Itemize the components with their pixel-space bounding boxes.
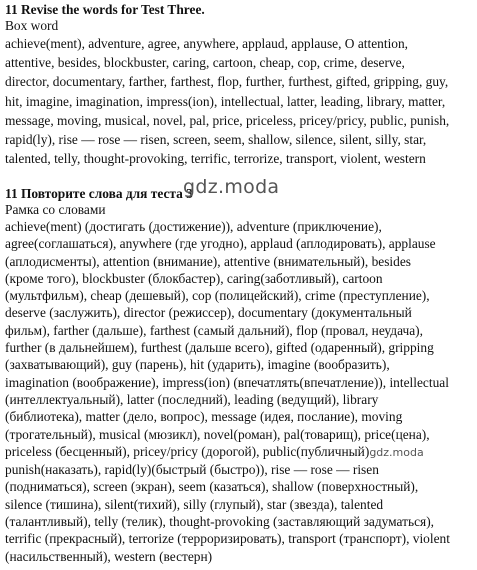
translation-line: фильм), farther (дальше), farthest (самый дальний), flop (провал, неудача), [5,322,423,338]
translation-line [5,443,450,461]
section-heading: 11 Revise the words for Test Three. [5,2,205,17]
translation-line: (трогательный), musical (мюзикл), novel(роман), pal(товарищ), price(цена), [5,426,430,442]
section-heading: 11 Повторите слова для теста 3 [5,186,193,201]
russian-section [5,186,450,565]
english-section [5,2,449,168]
translation-line: (аплодисменты), attention (внимание), attentive (внимательный), besides [5,253,411,269]
word-line: attentive, besides, blockbuster, caring, cartoon, cheap, cop, crime, deserve, [5,55,405,71]
translation-line: silence (тишина), silent(тихий), silly (глупый), star (звезда), talented [5,496,384,512]
word-line: talented, telly, thought-provoking, terrific, terrorize, transport, violent, western [5,151,426,167]
translation-line: (интеллектуальный), latter (последний), leading (ведущий), library [5,391,379,407]
translation-line: deserve (заслужить), director (режиссер), documentary (документальный [5,305,412,321]
word-line: message, moving, musical, novel, pal, price, priceless, pricey/pricy, public, punish, [5,112,450,128]
translation-line: (подниматься), screen (экран), seem (казаться), shallow (поверхностный), [5,479,419,495]
word-line: achieve(ment), adventure, agree, anywhere, applaud, applause, O attention, [5,36,409,51]
translation-line: agree(соглашаться), anywhere (где угодно), applaud (аплодировать), applause [5,236,436,252]
translation-line: imagination (воображение), impress(ion) (впечатлять(впечатление)), intellectual [5,374,449,390]
inline-watermark: gdz.moda [369,445,424,459]
translation-line: terrific (прекрасный), terrorize (терроризировать), transport (транспорт), violent [5,531,450,547]
translation-line: (захватывающий), guy (парень), hit (ударить), imagine (вообразить), [5,357,390,373]
watermark: gdz.moda [183,176,280,198]
word-line: rapid(ly), rise — rose — risen, screen, seem, shallow, silence, silent, silly, star, [5,132,427,148]
translation-line: achieve(ment) (достигать (достижение)), adventure (приключение), [5,219,382,234]
box-label: Рамка со словами [5,202,106,217]
translation-line: (насильственный), western (вестерн) [5,548,213,564]
translation-line: (мультфильм), cheap (дешевый), cop (полицейский), crime (преступление), [5,288,430,304]
box-label: Box word [5,18,59,33]
translation-line-text: priceless (бесценный), pricey/pricy (дорогой), public(публичный) [5,443,370,459]
translation-line: (кроме того), blockbuster (блокбастер), caring(заботливый), cartoon [5,270,383,286]
translation-line: punish(наказать), rapid(ly)(быстрый (быстро)), rise — rose — risen [5,462,379,478]
translation-line: (талантливый), telly (телик), thought-provoking (заставляющий задуматься), [5,514,435,530]
translation-line: further (в дальнейшем), furthest (дальше всего), gifted (одаренный), gripping [5,340,434,356]
word-line: hit, imagine, imagination, impress(ion), intellectual, latter, leading, library, matter, [5,93,446,109]
word-line: director, documentary, farther, farthest, flop, further, furthest, gifted, gripping, guy, [5,74,449,90]
translation-line: (библиотека), matter (дело, вопрос), message (идея, послание), moving [5,409,403,425]
